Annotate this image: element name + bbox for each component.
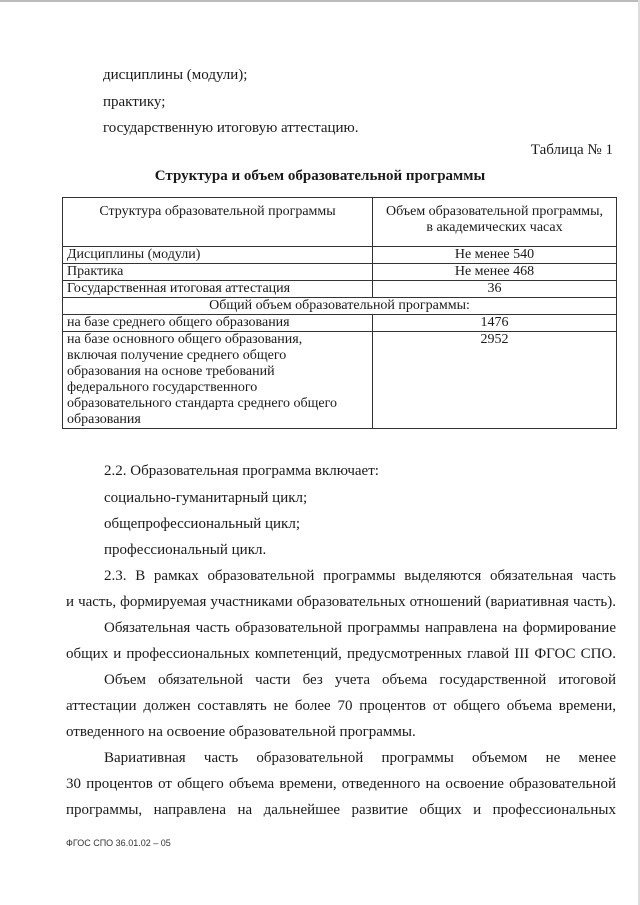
paragraph-line: отведенного на освоение образовательной программы. [66,724,416,740]
table-number: Таблица № 1 [530,142,613,158]
paragraph-line: социально-гуманитарный цикл; [104,490,308,506]
paragraph-line: Объем обязательной части без учета объема государственной итоговой [104,672,616,688]
header-volume [373,198,617,247]
paragraph-line: общих и профессиональных компетенций, предусмотренных главой III ФГОС СПО. [66,646,616,662]
row-value: Не менее 540 [373,247,617,264]
row-name: Государственная итоговая аттестация [63,281,373,298]
table-row [63,281,617,298]
row-name-line: образовательного стандарта среднего общего [67,396,337,411]
page-footer: ФГОС СПО 36.01.02 – 05 [66,838,171,848]
row-value: 2952 [373,332,617,429]
structure-table [62,197,617,429]
paragraph-line: Обязательная часть образовательной программы направлена на формирование [104,620,616,636]
header-volume-line1: Объем образовательной программы, [385,204,604,219]
paragraph-line: Вариативная часть образовательной программы объемом не менее [104,750,616,766]
header-structure: Структура образовательной программы [63,198,373,247]
intro-line: государственную итоговую аттестацию. [103,120,359,136]
paragraph-line: программы, направлена на дальнейшее развитие общих и профессиональных [66,802,616,818]
paragraph-line: профессиональный цикл. [104,542,267,558]
paragraph-line: 2.2. Образовательная программа включает: [104,463,379,479]
intro-line: дисциплины (модули); [103,67,248,83]
row-name-line: образования на основе требований [67,364,275,379]
row-name: Дисциплины (модули) [63,247,373,264]
row-name-line: образования [67,412,141,427]
row-name: Практика [63,264,373,281]
table-row [63,315,617,332]
row-name-line: включая получение среднего общего [67,348,287,363]
table-row [63,247,617,264]
header-volume-line2: в академических часах [426,220,563,235]
paragraph-line: аттестации должен составлять не более 70 процентов от общего объема времени, [66,698,616,714]
row-name-line: федерального государственного [67,380,258,395]
row-value: Не менее 468 [373,264,617,281]
paragraph-line: 30 процентов от общего объема времени, отведенного на освоение образовательной [66,776,616,792]
total-label: Общий объем образовательной программы: [63,298,617,315]
paragraph-line: и часть, формируемая участниками образовательных отношений (вариативная часть). [66,594,616,610]
row-name: на базе среднего общего образования [63,315,373,332]
row-value: 36 [373,281,617,298]
paragraph-line: 2.3. В рамках образовательной программы выделяются обязательная часть [104,568,616,584]
scan-edge-top [0,0,640,2]
row-value: 1476 [373,315,617,332]
table-title: Структура и объем образовательной программы [154,168,486,184]
row-name-multiline [63,332,373,429]
table-row [63,264,617,281]
table-header-row [63,198,617,247]
table-total-header-row [63,298,617,315]
table-row [63,332,617,429]
intro-line: практику; [103,94,166,110]
row-name-line: на базе основного общего образования, [67,332,303,347]
paragraph-line: общепрофессиональный цикл; [104,516,300,532]
